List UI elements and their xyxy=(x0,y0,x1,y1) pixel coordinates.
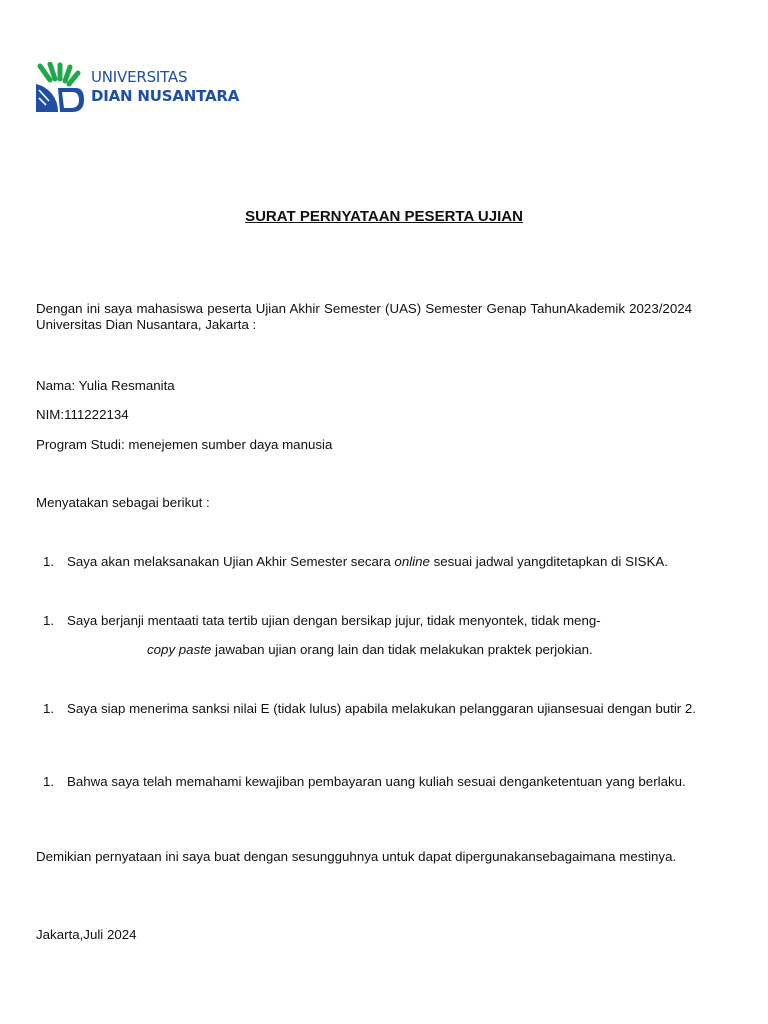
intro-paragraph: Dengan ini saya mahasiswa peserta Ujian Akhir Semester (UAS) Semester Genap TahunAkademik 2023/2024 Universitas Dian Nusantara, Jakarta : xyxy=(36,301,692,332)
university-logo xyxy=(36,62,276,112)
item-italic-term: copy paste xyxy=(147,642,212,657)
university-logo-icon xyxy=(36,62,86,112)
item-text-part: sesuai jadwal yangditetapkan di SISKA. xyxy=(429,554,668,569)
item-text xyxy=(67,554,717,570)
study-program: Program Studi: menejemen sumber daya manusia xyxy=(36,437,333,452)
logo-wordmark xyxy=(91,68,239,106)
document-title: SURAT PERNYATAAN PESERTA UJIAN xyxy=(245,208,523,225)
item-text: Saya berjanji mentaati tata tertib ujian dengan bersikap jujur, tidak menyontek, tidak meng- xyxy=(67,613,601,628)
item-italic-term: online xyxy=(394,554,430,569)
place-date: Jakarta,Juli 2024 xyxy=(36,927,137,942)
item-text-part: jawaban ujian orang lain dan tidak melakukan praktek perjokian. xyxy=(211,642,593,657)
student-nim: NIM:111222134 xyxy=(36,407,129,422)
item-text: Bahwa saya telah memahami kewajiban pembayaran uang kuliah sesuai denganketentuan yang berlaku. xyxy=(67,774,686,789)
item-continuation xyxy=(147,642,593,658)
item-text: Saya siap menerima sanksi nilai E (tidak lulus) apabila melakukan pelanggaran ujiansesuai dengan butir 2. xyxy=(67,701,697,716)
item-number: 1. xyxy=(43,554,55,569)
item-number: 1. xyxy=(43,613,55,628)
item-text-part: Saya akan melaksanakan Ujian Akhir Semester secara xyxy=(67,554,395,569)
item-number: 1. xyxy=(43,774,55,789)
logo-line-dian-nusantara: DIAN NUSANTARA xyxy=(91,87,240,105)
closing-paragraph: Demikian pernyataan ini saya buat dengan sesungguhnya untuk dapat dipergunakansebagaimana mestinya. xyxy=(36,849,677,864)
item-number: 1. xyxy=(43,701,55,716)
logo-line-universitas: UNIVERSITAS xyxy=(91,68,188,86)
student-name: Nama: Yulia Resmanita xyxy=(36,378,175,393)
statement-intro: Menyatakan sebagai berikut : xyxy=(36,495,210,510)
